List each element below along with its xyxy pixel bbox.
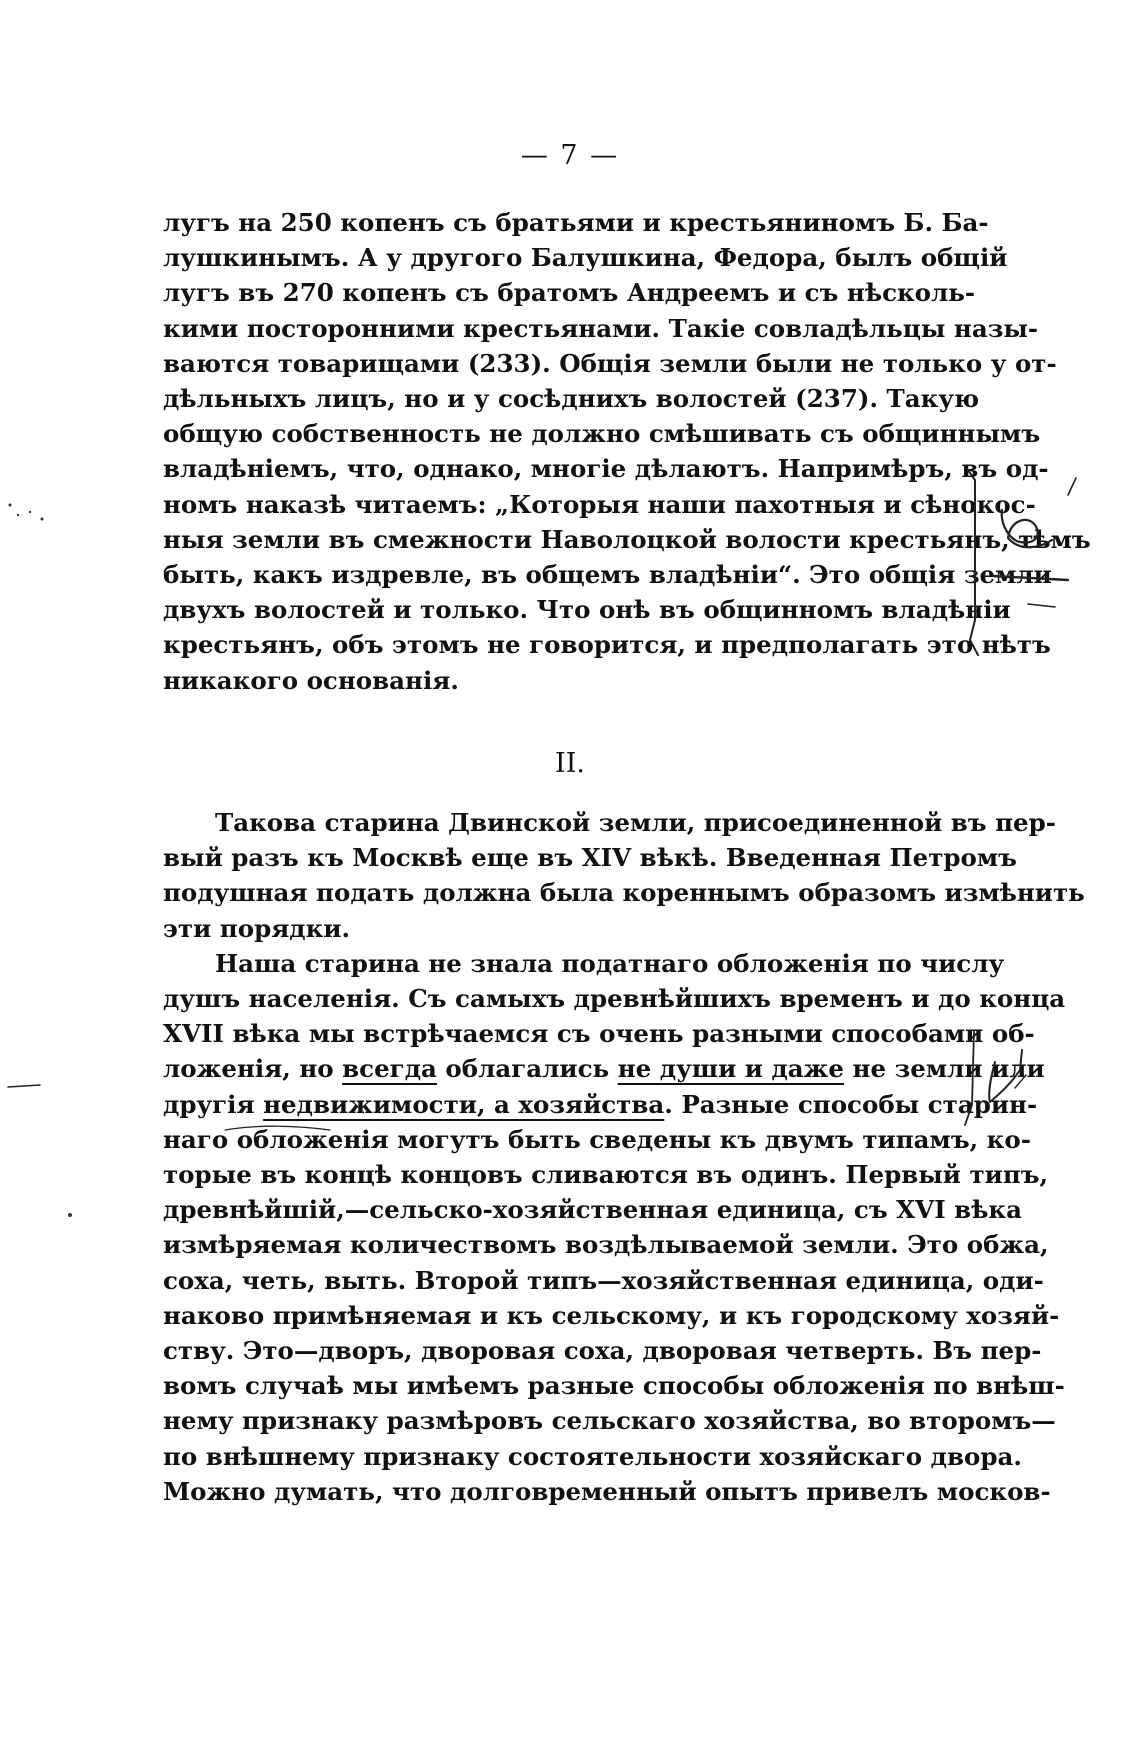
- paragraph-block-2: [163, 805, 1085, 1509]
- text-line: лугъ на 250 копенъ съ братьями и крестьяниномъ Б. Ба-: [163, 208, 989, 237]
- speck-mark: [9, 504, 12, 507]
- text-line: ныя земли въ смежности Наволоцкой волости крестьянъ, тѣмъ: [163, 524, 1091, 554]
- text-line: наково примѣняемая и къ сельскому, и къ городскому хозяй-: [163, 1300, 1060, 1330]
- text-line: лушкинымъ. А у другого Балушкина, Федора, былъ общій: [163, 243, 1008, 273]
- text-line: быть, какъ издревле, въ общемъ владѣніи“. Это общія земли: [163, 560, 1052, 590]
- section-heading: II.: [555, 748, 585, 779]
- speck-mark: [29, 511, 31, 513]
- speck-mark: [41, 518, 44, 521]
- text-line: ваются товарищами (233). Общія земли были не только у от-: [163, 348, 1057, 378]
- text-line: ству. Это—дворъ, дворовая соха, дворовая четверть. Въ пер-: [163, 1336, 1042, 1366]
- paragraph-block-1: [163, 205, 1091, 698]
- underlined-text: недвижимости, а хозяйства: [263, 1089, 665, 1119]
- page-number: — 7 —: [520, 140, 620, 171]
- text-line: подушная подать должна была кореннымъ образомъ измѣнить: [163, 878, 1085, 908]
- text-line: душъ населенія. Съ самыхъ древнѣйшихъ временъ и до конца: [163, 984, 1066, 1014]
- text-line: общую собственность не должно смѣшивать съ общиннымъ: [163, 419, 1041, 449]
- text-line: дѣльныхъ лицъ, но и у сосѣднихъ волостей (237). Такую: [163, 384, 980, 414]
- text-line: номъ наказѣ читаемъ: „Которыя наши пахотныя и сѣнокос-: [163, 489, 1036, 519]
- text-line: по внѣшнему признаку состоятельности хозяйскаго двора.: [163, 1441, 1022, 1471]
- text-line: древнѣйшій,—сельско-хозяйственная единица, съ XVI вѣка: [163, 1195, 1022, 1225]
- text-line: лугъ въ 270 копенъ съ братомъ Андреемъ и съ нѣсколь-: [163, 278, 976, 308]
- text-line: Наша старина не знала податнаго обложенія по числу: [215, 948, 1005, 978]
- underlined-text: всегда: [342, 1054, 437, 1084]
- text-fragment: . Разные способы старин-: [664, 1089, 1038, 1119]
- text-line-with-underlines: [163, 1051, 1045, 1086]
- text-line: вомъ случаѣ мы имѣемъ разные способы обложенія по внѣш-: [163, 1371, 1065, 1401]
- text-line: владѣніемъ, что, однако, многіе дѣлаютъ. Напримѣръ, въ од-: [163, 454, 1049, 484]
- underlined-text: не души и даже: [617, 1054, 845, 1084]
- text-line-with-underlines: [163, 1087, 1038, 1122]
- text-line: вый разъ къ Москвѣ еще въ XIV вѣкѣ. Введенная Петромъ: [163, 843, 1017, 873]
- text-line: никакого основанія.: [163, 665, 459, 695]
- text-line: наго обложенія могутъ быть сведены къ двумъ типамъ, ко-: [163, 1124, 1031, 1154]
- text-line: XVII вѣка мы встрѣчаемся съ очень разными способами об-: [163, 1019, 1035, 1049]
- speck-mark: [68, 1213, 72, 1217]
- text-line: нему признаку размѣровъ сельскаго хозяйства, во второмъ—: [163, 1406, 1056, 1436]
- text-line: Такова старина Двинской земли, присоединенной въ пер-: [215, 808, 1056, 837]
- text-line: кими посторонними крестьянами. Такіе совладѣльцы назы-: [163, 313, 1039, 343]
- text-line: двухъ волостей и только. Что онѣ въ общинномъ владѣніи: [163, 595, 1011, 625]
- margin-dash: [1028, 604, 1055, 607]
- text-line: Можно думать, что долговременный опытъ привелъ москов-: [163, 1476, 1051, 1506]
- handwritten-stroke: [1068, 478, 1076, 495]
- text-line: эти порядки.: [163, 913, 351, 943]
- text-fragment: не земли или: [844, 1054, 1045, 1084]
- text-line: измѣряемая количествомъ воздѣлываемой земли. Это обжа,: [163, 1230, 1049, 1260]
- speck-mark: [17, 514, 19, 516]
- text-line: соха, четь, выть. Второй типъ—хозяйственная единица, оди-: [163, 1265, 1044, 1295]
- text-line: торые въ концѣ концовъ сливаются въ одинъ. Первый типъ,: [163, 1160, 1049, 1190]
- text-fragment: облагались: [436, 1054, 618, 1084]
- text-line: крестьянъ, объ этомъ не говорится, и предполагать это нѣтъ: [163, 630, 1051, 660]
- text-fragment: ложенія, но: [163, 1054, 343, 1084]
- text-fragment: другія: [163, 1089, 264, 1119]
- margin-dash: [8, 1085, 40, 1087]
